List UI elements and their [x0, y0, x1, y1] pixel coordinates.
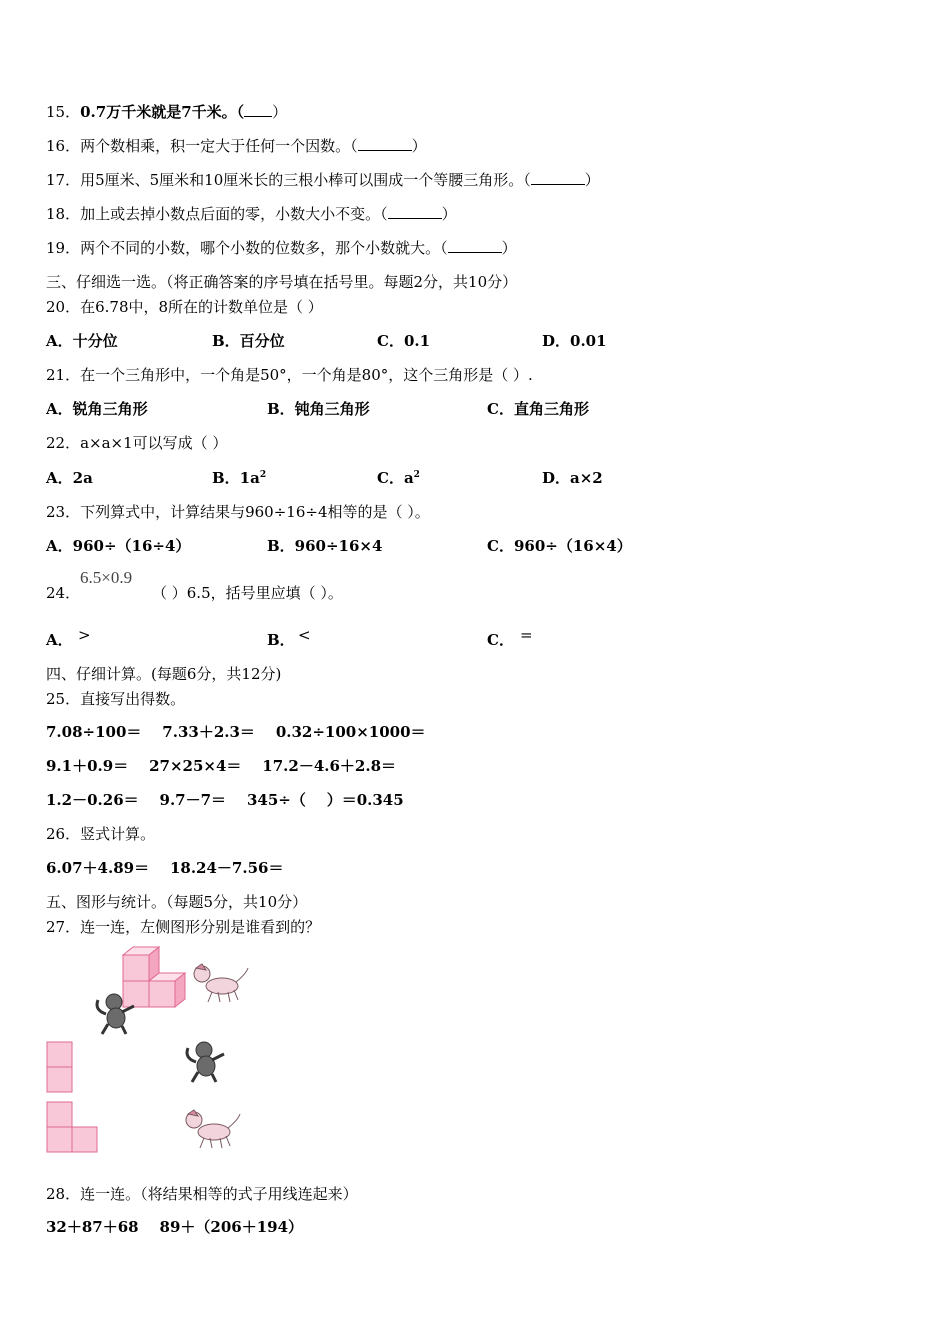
option-a[interactable]: A．2a: [46, 469, 93, 487]
question-21-stem: 21．在一个三角形中，一个角是50°，一个角是80°，这个三角形是（ ）.: [46, 366, 533, 384]
option-a[interactable]: A．锐角三角形: [46, 400, 148, 418]
option-c[interactable]: C．: [487, 631, 514, 649]
question-15: 15．0.7万千米就是7千米。（ ）: [46, 103, 288, 121]
question-16: 16．两个数相乘，积一定大于任何一个因数。（ ）: [46, 137, 427, 155]
option-a[interactable]: A．960÷（16÷4）: [46, 537, 191, 555]
expression-image: 6.5×0.9: [80, 568, 133, 587]
option-c[interactable]: C．960÷（16×4）: [487, 537, 632, 555]
calc-row: 32＋87＋68 89＋（206＋194）: [46, 1218, 304, 1236]
option-d[interactable]: D．0.01: [542, 332, 607, 350]
question-26-stem: 26．竖式计算。: [46, 825, 156, 843]
section-title-5: 五、图形与统计。（每题5分，共10分）: [46, 893, 308, 911]
question-25-stem: 25．直接写出得数。: [46, 690, 186, 708]
option-b[interactable]: B．: [267, 631, 295, 649]
option-a[interactable]: A．十分位: [46, 332, 118, 350]
option-c[interactable]: C．0.1: [377, 332, 431, 350]
question-23-stem: 23．下列算式中，计算结果与960÷16÷4相等的是（ ）。: [46, 503, 430, 521]
question-28-stem: 28．连一连。（将结果相等的式子用线连起来）: [46, 1185, 358, 1203]
section-title-4: 四、仔细计算。(每题6分，共12分): [46, 665, 282, 683]
option-b[interactable]: B．$1a^2$: [212, 469, 267, 487]
question-27-stem: 27．连一连，左侧图形分别是谁看到的？: [46, 918, 321, 936]
monkey-icon: [182, 1038, 232, 1083]
question-19: 19．两个不同的小数，哪个小数的位数多，那个小数就大。（ ）: [46, 239, 517, 257]
option-b[interactable]: B．960÷16×4: [267, 537, 383, 555]
less-than-symbol: <: [298, 626, 311, 644]
shape-two-squares-vertical: [46, 1041, 76, 1095]
question-22-stem: 22．a×a×1可以写成（ ）: [46, 434, 228, 452]
dog-icon: [182, 1108, 242, 1150]
question-17: 17．用5厘米、5厘米和10厘米长的三根小棒可以围成一个等腰三角形。（ ）: [46, 171, 600, 189]
answer-blank[interactable]: [448, 238, 502, 253]
calc-row: 6.07＋4.89＝ 18.24－7.56＝: [46, 859, 284, 877]
answer-blank[interactable]: [531, 170, 585, 185]
calc-row: 7.08÷100＝ 7.33＋2.3＝ 0.32÷100×1000＝: [46, 723, 426, 741]
option-b[interactable]: B．百分位: [212, 332, 285, 350]
option-c[interactable]: C．直角三角形: [487, 400, 589, 418]
answer-blank[interactable]: [244, 102, 272, 117]
option-c[interactable]: C．$a^2$: [377, 469, 420, 487]
shape-l-three-squares: [46, 1101, 102, 1155]
equals-symbol: =: [520, 626, 533, 644]
question-18: 18．加上或去掉小数点后面的零，小数大小不变。（ ）: [46, 205, 457, 223]
option-b[interactable]: B．钝角三角形: [267, 400, 370, 418]
answer-blank[interactable]: [358, 136, 412, 151]
calc-row: 1.2－0.26＝ 9.7－7＝ 345÷（ ）＝0.345: [46, 791, 404, 809]
dog-icon: [190, 962, 250, 1004]
calc-row: 9.1＋0.9＝ 27×25×4＝ 17.2－4.6＋2.8＝: [46, 757, 397, 775]
option-d[interactable]: D．a×2: [542, 469, 603, 487]
question-24-stem: （ ）6.5，括号里应填（ ）。: [152, 584, 343, 602]
question-20-stem: 20．在6.78中，8所在的计数单位是（ ）: [46, 298, 323, 316]
monkey-icon: [92, 990, 142, 1035]
answer-blank[interactable]: [388, 204, 442, 219]
section-title-3: 三、仔细选一选。（将正确答案的序号填在括号里。每题2分，共10分）: [46, 273, 518, 291]
option-a[interactable]: A．: [46, 631, 73, 649]
greater-than-symbol: >: [78, 626, 91, 644]
question-24-num: 24．: [46, 584, 81, 602]
